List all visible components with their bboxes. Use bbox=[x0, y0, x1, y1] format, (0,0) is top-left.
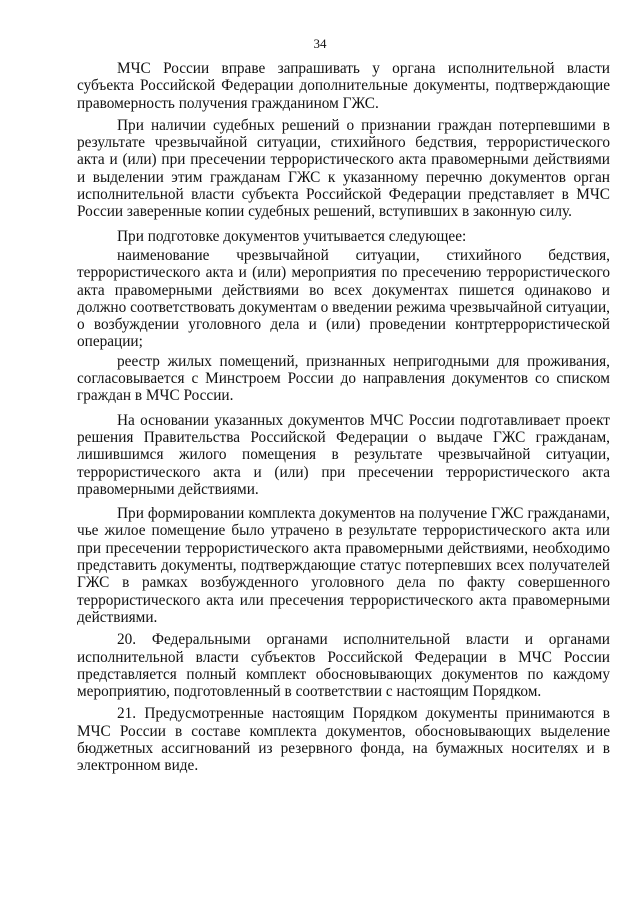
paragraph-court-decisions: При наличии судебных решений о признании граждан потерпевшими в результате чрезвычайной ситуации, стихийного бедствия, террористического акта и (или) при пресечении террористического акта правомерными действиями и выделении этим гражданам ГЖС к указанному перечню документов орган исполнительной власти субъекта Российской Федерации представляет в МЧС России заверенные копии судебных решений, вступивших в законную силу. bbox=[77, 116, 610, 221]
document-body bbox=[77, 60, 610, 775]
paragraph-preparation-intro: При подготовке документов учитывается следующее: bbox=[117, 227, 467, 245]
paragraph-naming-consistency: наименование чрезвычайной ситуации, стихийного бедствия, террористического акта и (или) мероприятия по пресечению террористического акта правомерными действиями во всех документах пишется одинаково и должно соответствовать документам о введении режима чрезвычайной ситуации, о возбуждении уголовного дела и (или) проведении контртеррористической операции; bbox=[77, 246, 610, 351]
paragraph-item-20: 20. Федеральными органами исполнительной власти и органами исполнительной власти субъектов Российской Федерации в МЧС России представляется полный комплект обосновывающих документов по каждому мероприятию, подготовленный в соответствии с настоящим Порядком. bbox=[77, 631, 610, 701]
paragraph-item-21: 21. Предусмотренные настоящим Порядком документы принимаются в МЧС России в составе комплекта документов, обосновывающих выделение бюджетных ассигнований из резервного фонда, на бумажных носителях и в электронном виде. bbox=[77, 705, 610, 775]
paragraph-terrorist-act-victims: При формировании комплекта документов на получение ГЖС гражданами, чье жилое помещение было утрачено в результате террористического акта или при пресечении террористического акта правомерными действиями, необходимо представить документы, подтверждающие статус потерпевших всех получателей ГЖС в рамках возбужденного уголовного дела по факту совершенного террористического акта или пресечения террористического акта правомерными действиями. bbox=[77, 505, 610, 626]
page-number: 34 bbox=[313, 36, 327, 51]
paragraph-housing-registry: реестр жилых помещений, признанных непригодными для проживания, согласовывается с Минстроем России до направления документов со списком граждан в МЧС России. bbox=[77, 352, 610, 405]
paragraph-request-documents: МЧС России вправе запрашивать у органа исполнительной власти субъекта Российской Федерации дополнительные документы, подтверждающие правомерность получения гражданином ГЖС. bbox=[77, 60, 610, 112]
paragraph-government-decision: На основании указанных документов МЧС России подготавливает проект решения Правительства Российской Федерации о выдаче ГЖС гражданам, лишившимся жилого помещения в результате чрезвычайной ситуации, террористического акта и (или) при пресечении террористического акта правомерными действиями. bbox=[77, 411, 610, 498]
